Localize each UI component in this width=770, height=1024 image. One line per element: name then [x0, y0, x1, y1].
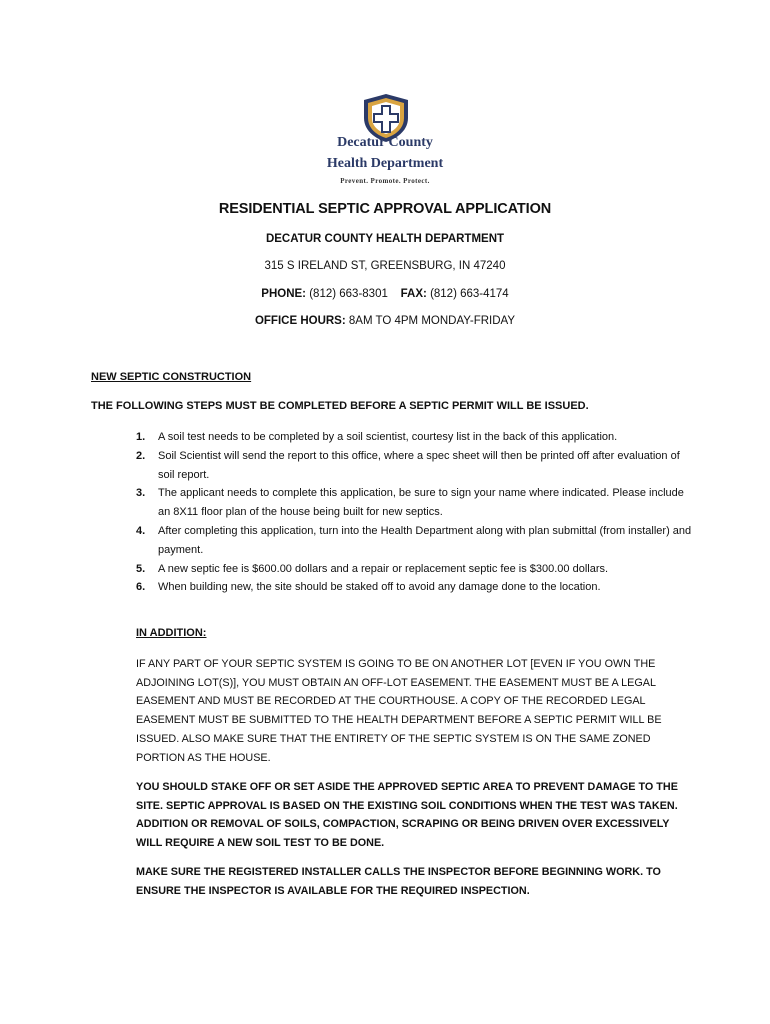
step-number: 3.: [136, 487, 146, 500]
section-heading: NEW SEPTIC CONSTRUCTION: [91, 371, 252, 383]
fax-number: (812) 663-4174: [430, 288, 509, 300]
org-name-line1: Decatur County: [337, 135, 433, 150]
step-text: After completing this application, turn into the Health Department along with plan submittal (from installer) and payment.: [158, 524, 692, 556]
installer-paragraph: MAKE SURE THE REGISTERED INSTALLER CALLS THE INSPECTOR BEFORE BEGINNING WORK. TO ENSURE THE INSPECTOR IS AVAILABLE FOR THE REQUIRED INSPECTION.: [136, 866, 661, 897]
office-hours-line: [0, 315, 770, 327]
step-text: Soil Scientist will send the report to this office, where a spec sheet will then be printed off after evaluation of soil report.: [158, 449, 680, 481]
list-item: [136, 522, 696, 560]
list-item: [136, 578, 696, 597]
stake-off-paragraph: YOU SHOULD STAKE OFF OR SET ASIDE THE APPROVED SEPTIC AREA TO PREVENT DAMAGE TO THE SITE. SEPTIC APPROVAL IS BASED ON THE EXISTING SOIL CONDITIONS WHEN THE TEST WAS TAKEN. ADDITION OR REMOVAL OF SOILS, COMPACTION, SCRAPING OR BEING DRIVEN OVER EXCESSIVELY WILL REQUIRE A NEW SOIL TEST TO BE DONE.: [136, 781, 678, 850]
list-item: [136, 560, 696, 579]
step-number: 6.: [136, 581, 146, 594]
step-number: 5.: [136, 562, 146, 575]
step-text: The applicant needs to complete this application, be sure to sign your name where indicated. Please include an 8X11 floor plan of the house being built for new septics.: [158, 487, 684, 519]
easement-paragraph: IF ANY PART OF YOUR SEPTIC SYSTEM IS GOING TO BE ON ANOTHER LOT [EVEN IF YOU OWN THE ADJOINING LOT(S)], YOU MUST OBTAIN AN OFF-LOT EASEMENT. THE EASEMENT MUST BE A LEGAL EASEMENT AND MUST BE RECORDED AT THE COURTHOUSE. A COPY OF THE RECORDED LEGAL EASEMENT MUST BE SUBMITTED TO THE HEALTH DEPARTMENT BEFORE A SEPTIC PERMIT WILL BE ISSUED. ALSO MAKE SURE THAT THE ENTIRETY OF THE SEPTIC SYSTEM IS ON THE SAME ZONED PORTION AS THE HOUSE.: [136, 658, 662, 764]
step-text: When building new, the site should be staked off to avoid any damage done to the location.: [158, 581, 601, 594]
fax-label: FAX:: [400, 288, 427, 300]
step-number: 4.: [136, 524, 146, 537]
list-item: [136, 447, 696, 485]
tagline: Prevent. Promote. Protect.: [340, 177, 430, 185]
list-item: [136, 484, 696, 522]
steps-list: [136, 428, 696, 597]
step-number: 2.: [136, 449, 146, 462]
hours-value: 8AM TO 4PM MONDAY-FRIDAY: [348, 315, 516, 327]
department-name: DECATUR COUNTY HEALTH DEPARTMENT: [265, 233, 505, 245]
list-item: [136, 428, 696, 447]
org-name-line2: Health Department: [326, 156, 444, 171]
step-text: A new septic fee is $600.00 dollars and a repair or replacement septic fee is $300.00 dollars.: [158, 562, 609, 575]
phone-number: (812) 663-8301: [309, 288, 388, 300]
document-title: RESIDENTIAL SEPTIC APPROVAL APPLICATION: [218, 201, 552, 217]
addition-heading: IN ADDITION:: [136, 627, 207, 639]
hours-label: OFFICE HOURS:: [254, 315, 346, 327]
steps-intro: THE FOLLOWING STEPS MUST BE COMPLETED BEFORE A SEPTIC PERMIT WILL BE ISSUED.: [91, 400, 589, 412]
phone-label: PHONE:: [261, 288, 307, 300]
step-number: 1.: [136, 431, 146, 443]
address: 315 S IRELAND ST, GREENSBURG, IN 47240: [264, 260, 506, 272]
step-text: A soil test needs to be completed by a soil scientist, courtesy list in the back of this application.: [158, 431, 618, 443]
contact-line: [0, 288, 770, 300]
